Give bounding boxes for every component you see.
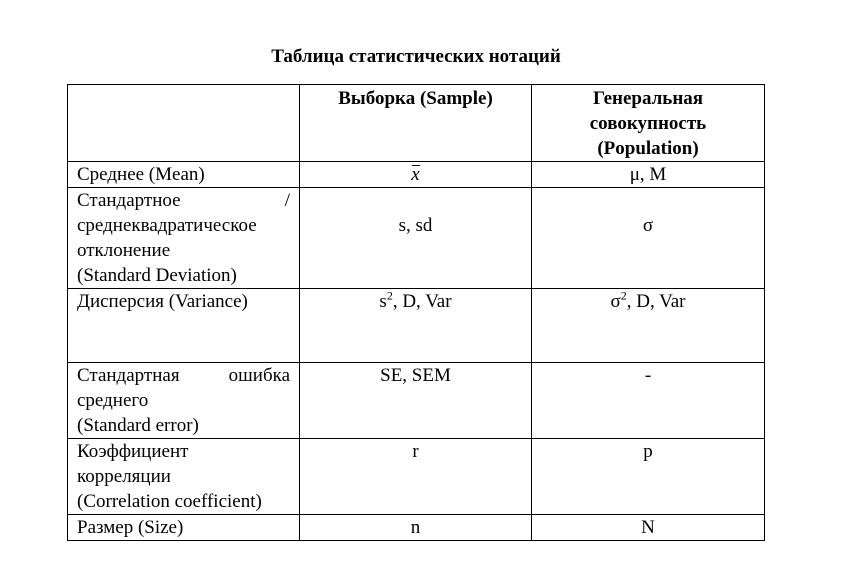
population-rest: , D, Var	[626, 291, 686, 312]
population-base: σ	[610, 291, 621, 312]
row-label-line: среднеквадратическое	[77, 215, 257, 236]
row-label-line: корреляции	[77, 466, 171, 487]
row-label-line: Размер (Size)	[77, 517, 184, 538]
table-header-row	[68, 85, 765, 162]
row-label	[68, 515, 300, 541]
row-label	[68, 289, 300, 363]
population-value	[532, 289, 765, 363]
sample-value	[300, 289, 532, 363]
sample-value	[300, 162, 532, 188]
population-value: N	[532, 515, 765, 541]
population-superscript: 2	[620, 288, 627, 303]
sample-value: SE, SEM	[300, 363, 532, 439]
page-title: Таблица статистических нотаций	[271, 46, 561, 67]
header-population-line2: совокупность	[589, 113, 707, 134]
row-label-line: отклонение	[77, 240, 171, 261]
sample-value: r	[300, 439, 532, 515]
header-sample: Выборка (Sample)	[300, 85, 532, 162]
row-label-line: (Standard Deviation)	[77, 265, 237, 286]
header-population-line3: (Population)	[597, 138, 699, 159]
row-label-line: среднего	[77, 390, 149, 411]
row-label-word: Стандартная	[77, 365, 180, 386]
table-row-variance	[68, 289, 765, 363]
sample-rest: , D, Var	[392, 291, 452, 312]
table-row-mean	[68, 162, 765, 188]
population-value: p	[532, 439, 765, 515]
row-label-line	[77, 363, 290, 388]
table-row-standard-error	[68, 363, 765, 439]
x-bar-symbol: x	[411, 164, 420, 185]
sample-base: s	[379, 291, 387, 312]
row-label	[68, 363, 300, 439]
row-label	[68, 439, 300, 515]
population-value: σ	[532, 188, 765, 289]
header-population	[532, 85, 765, 162]
row-label	[68, 188, 300, 289]
row-label-slash: /	[284, 190, 290, 211]
header-empty-cell	[68, 85, 300, 162]
statistics-notation-table	[67, 84, 765, 541]
table-row-standard-deviation	[68, 188, 765, 289]
row-label-line	[77, 188, 290, 213]
row-label-line: (Standard error)	[77, 415, 199, 436]
population-value: μ, M	[532, 162, 765, 188]
table-row-correlation	[68, 439, 765, 515]
row-label-line: Среднее (Mean)	[77, 164, 205, 185]
sample-value: s, sd	[300, 188, 532, 289]
row-label-word: ошибка	[228, 365, 290, 386]
header-population-line1: Генеральная	[592, 88, 704, 109]
sample-superscript: 2	[386, 288, 393, 303]
sample-value: n	[300, 515, 532, 541]
row-label-word: Стандартное	[77, 190, 181, 211]
row-label	[68, 162, 300, 188]
table-row-size	[68, 515, 765, 541]
row-label-line: (Correlation coefficient)	[77, 491, 262, 512]
row-label-line: Дисперсия (Variance)	[77, 291, 248, 312]
row-label-line: Коэффициент	[77, 441, 189, 462]
population-value: -	[532, 363, 765, 439]
